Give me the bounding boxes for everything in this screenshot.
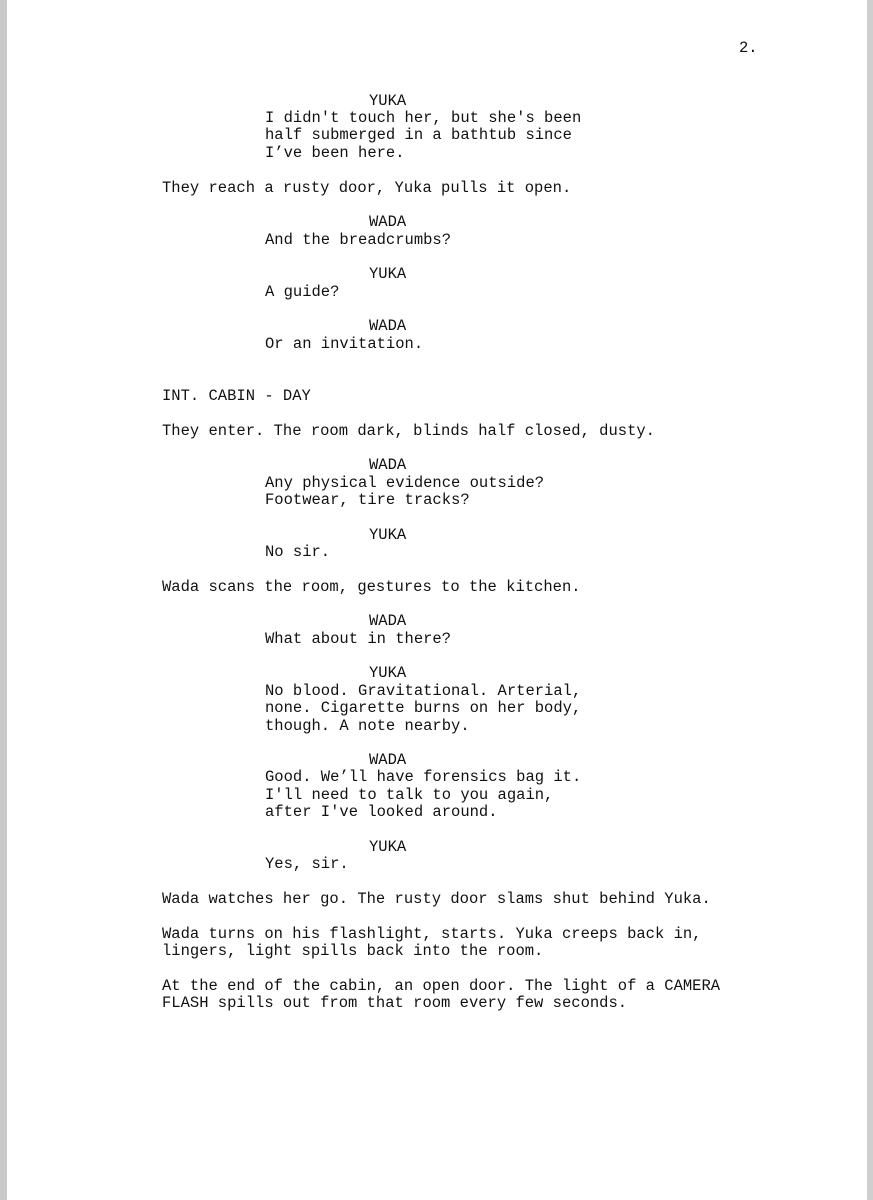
dialogue-line: No sir. (265, 543, 331, 561)
dialogue-line: half submerged in a bathtub since (265, 126, 572, 144)
dialogue-line: I didn't touch her, but she's been (265, 109, 582, 127)
character-name: WADA (369, 456, 407, 474)
dialogue-line: after I've looked around. (265, 803, 498, 821)
dialogue-line: Yes, sir. (265, 855, 349, 873)
character-name: YUKA (369, 664, 407, 682)
dialogue-line: And the breadcrumbs? (265, 231, 452, 249)
dialogue-line: I'll need to talk to you again, (265, 786, 554, 804)
dialogue-line: No blood. Gravitational. Arterial, (265, 682, 582, 700)
page-left-border (0, 0, 7, 1200)
action-line: Wada scans the room, gestures to the kitchen. (162, 578, 581, 596)
action-line: They enter. The room dark, blinds half closed, dusty. (162, 422, 655, 440)
page-right-border (867, 0, 873, 1200)
action-line: They reach a rusty door, Yuka pulls it open. (162, 179, 572, 197)
dialogue-line: I’ve been here. (265, 144, 405, 162)
action-line: FLASH spills out from that room every few seconds. (162, 994, 628, 1012)
dialogue-line: none. Cigarette burns on her body, (265, 699, 582, 717)
character-name: YUKA (369, 838, 407, 856)
dialogue-line: What about in there? (265, 630, 452, 648)
character-name: WADA (369, 751, 407, 769)
dialogue-line: Or an invitation. (265, 335, 424, 353)
action-line: Wada turns on his flashlight, starts. Yuka creeps back in, (162, 925, 702, 943)
dialogue-line: Good. We’ll have forensics bag it. (265, 768, 582, 786)
dialogue-line: though. A note nearby. (265, 717, 470, 735)
action-line: lingers, light spills back into the room. (162, 942, 544, 960)
character-name: WADA (369, 317, 407, 335)
character-name: YUKA (369, 526, 407, 544)
script-page (7, 0, 867, 1200)
page-number: 2. (739, 39, 758, 57)
dialogue-line: Footwear, tire tracks? (265, 491, 470, 509)
action-line: Wada watches her go. The rusty door slams shut behind Yuka. (162, 890, 711, 908)
character-name: YUKA (369, 92, 407, 110)
dialogue-line: Any physical evidence outside? (265, 474, 545, 492)
character-name: WADA (369, 612, 407, 630)
action-line: At the end of the cabin, an open door. The light of a CAMERA (162, 977, 721, 995)
character-name: YUKA (369, 265, 407, 283)
character-name: WADA (369, 213, 407, 231)
scene-heading: INT. CABIN - DAY (162, 387, 311, 405)
dialogue-line: A guide? (265, 283, 340, 301)
